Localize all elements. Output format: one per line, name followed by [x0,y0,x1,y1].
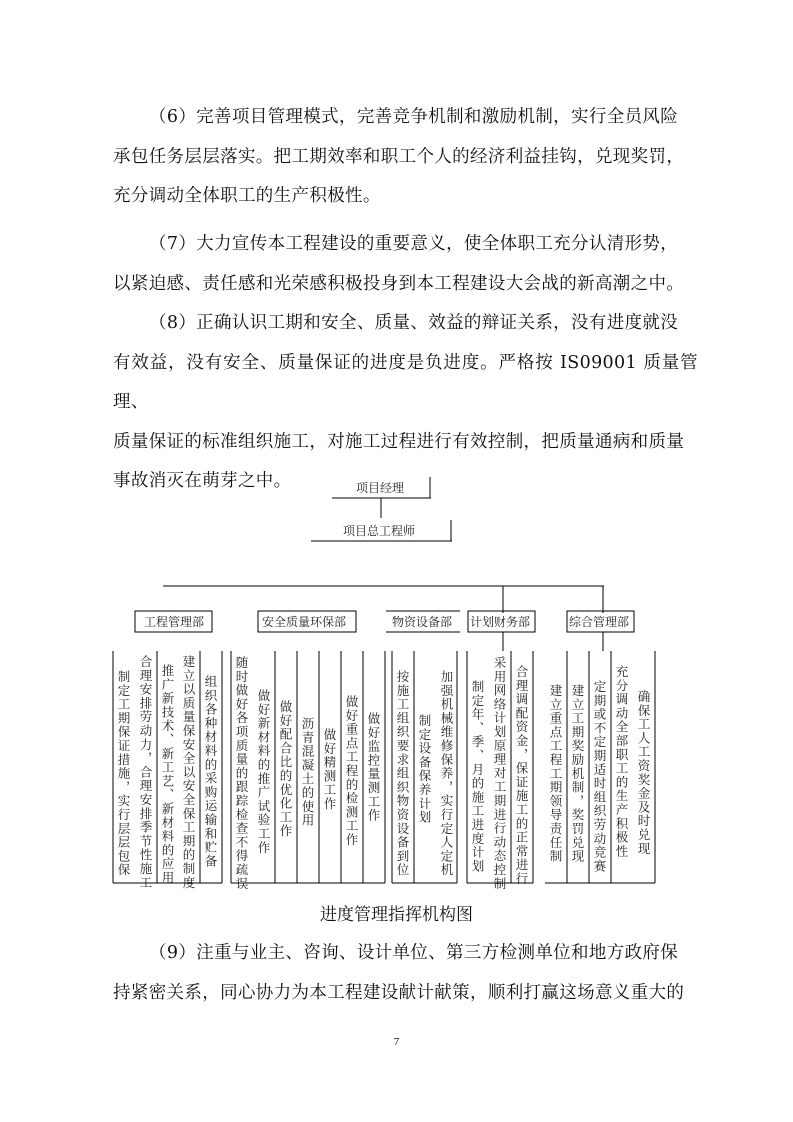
org-node-project-manager: 项目经理 [356,481,405,495]
paragraph-line: 充分调动全体职工的生产积极性。 [113,186,381,206]
duty-text: 做好重点工程的检测工作 [344,695,359,847]
duty-text: 按施工组织要求组织物资设备到位 [395,670,410,877]
duty-text: 建立工期奖励机制，奖罚兑现 [570,684,585,864]
paragraph-line: 事故消灭在萌芽之中。 [113,471,292,491]
org-dept-materials: 物资设备部 [392,615,453,629]
paragraph-line: （6）完善项目管理模式，完善竞争机制和激励机制，实行全员风险 [149,107,679,127]
duty-text: 定期或不定期适时组织劳动竞赛 [592,680,607,874]
page-number: 7 [393,1036,400,1048]
paragraph-6 [113,98,698,217]
duty-text: 做好配合比的优化工作 [278,700,293,838]
duty-text: 组织各种材料的采购运输和贮备 [203,675,218,869]
paragraph-line: （7）大力宣传本工程建设的重要意义，使全体职工充分认清形势， [149,234,679,254]
duty-text: 做好精测工作 [322,728,337,811]
paragraph-7 [113,225,698,304]
duty-text: 采用网络计划原理对工期进行动态控制 [492,656,507,891]
org-node-chief-engineer: 项目总工程师 [343,524,416,538]
org-dept-planning-finance: 计划财务部 [470,615,531,629]
duty-text: 制定工期保证措施，实行层层包保 [116,670,131,877]
duty-text: 建立以质量保安全以安全保工期的制度 [181,655,196,890]
paragraph-8 [113,304,698,502]
figure-caption: 进度管理指挥机构图 [320,905,473,925]
duty-text: 确保工人工资奖金及时兑现 [636,690,651,856]
duty-text: 充分调动全部职工的生产积极性 [614,665,629,859]
paragraph-line: 承包任务层层落实。把工期效率和职工个人的经济利益挂钩，兑现奖罚， [113,146,685,167]
org-dept-engineering: 工程管理部 [144,615,205,629]
duty-text: 随时做好各项质量的跟踪检查不得疏误 [234,656,249,891]
duty-text: 沥青混凝土的使用 [300,717,315,828]
duty-text: 制定设备保养计划 [417,714,432,825]
paragraph-line: 质量保证的标准组织施工，对施工过程进行有效控制，把质量通病和质量 [113,431,685,452]
org-dept-general-admin: 综合管理部 [569,615,630,629]
org-dept-safety-quality: 安全质量环保部 [262,615,347,629]
duty-text: 合理调配资金，保证施工的正常进行 [514,665,529,886]
duty-text: 做好新材料的推广试验工作 [256,689,271,855]
paragraph-line: （9）注重与业主、咨询、设计单位、第三方检测单位和地方政府保 [149,943,679,963]
duty-text: 合理安排劳动力，合理安排季节性施工 [138,655,153,890]
paragraph-9 [113,934,698,1013]
duty-text: 加强机械维修保养，实行定人定机 [439,670,454,877]
duty-text: 推广新技术、新工艺、新材料的应用 [160,664,175,885]
paragraph-line: 有效益，没有安全、质量保证的进度是负进度。严格按 IS09001 质量管理、 [113,352,698,412]
duty-text: 制定年、季、月的施工进度计划 [470,680,485,874]
paragraph-line: （8）正确认识工期和安全、质量、效益的辩证关系，没有进度就没 [149,313,679,333]
duty-text: 做好监控量测工作 [366,712,381,823]
duty-text: 建立重点工程工期领导责任制 [548,684,563,864]
paragraph-line: 持紧密关系，同心协力为本工程建设献计献策，顺利打赢这场意义重大的 [113,982,685,1003]
paragraph-line: 以紧迫感、责任感和光荣感积极投身到本工程建设大会战的新高潮之中。 [113,273,685,294]
